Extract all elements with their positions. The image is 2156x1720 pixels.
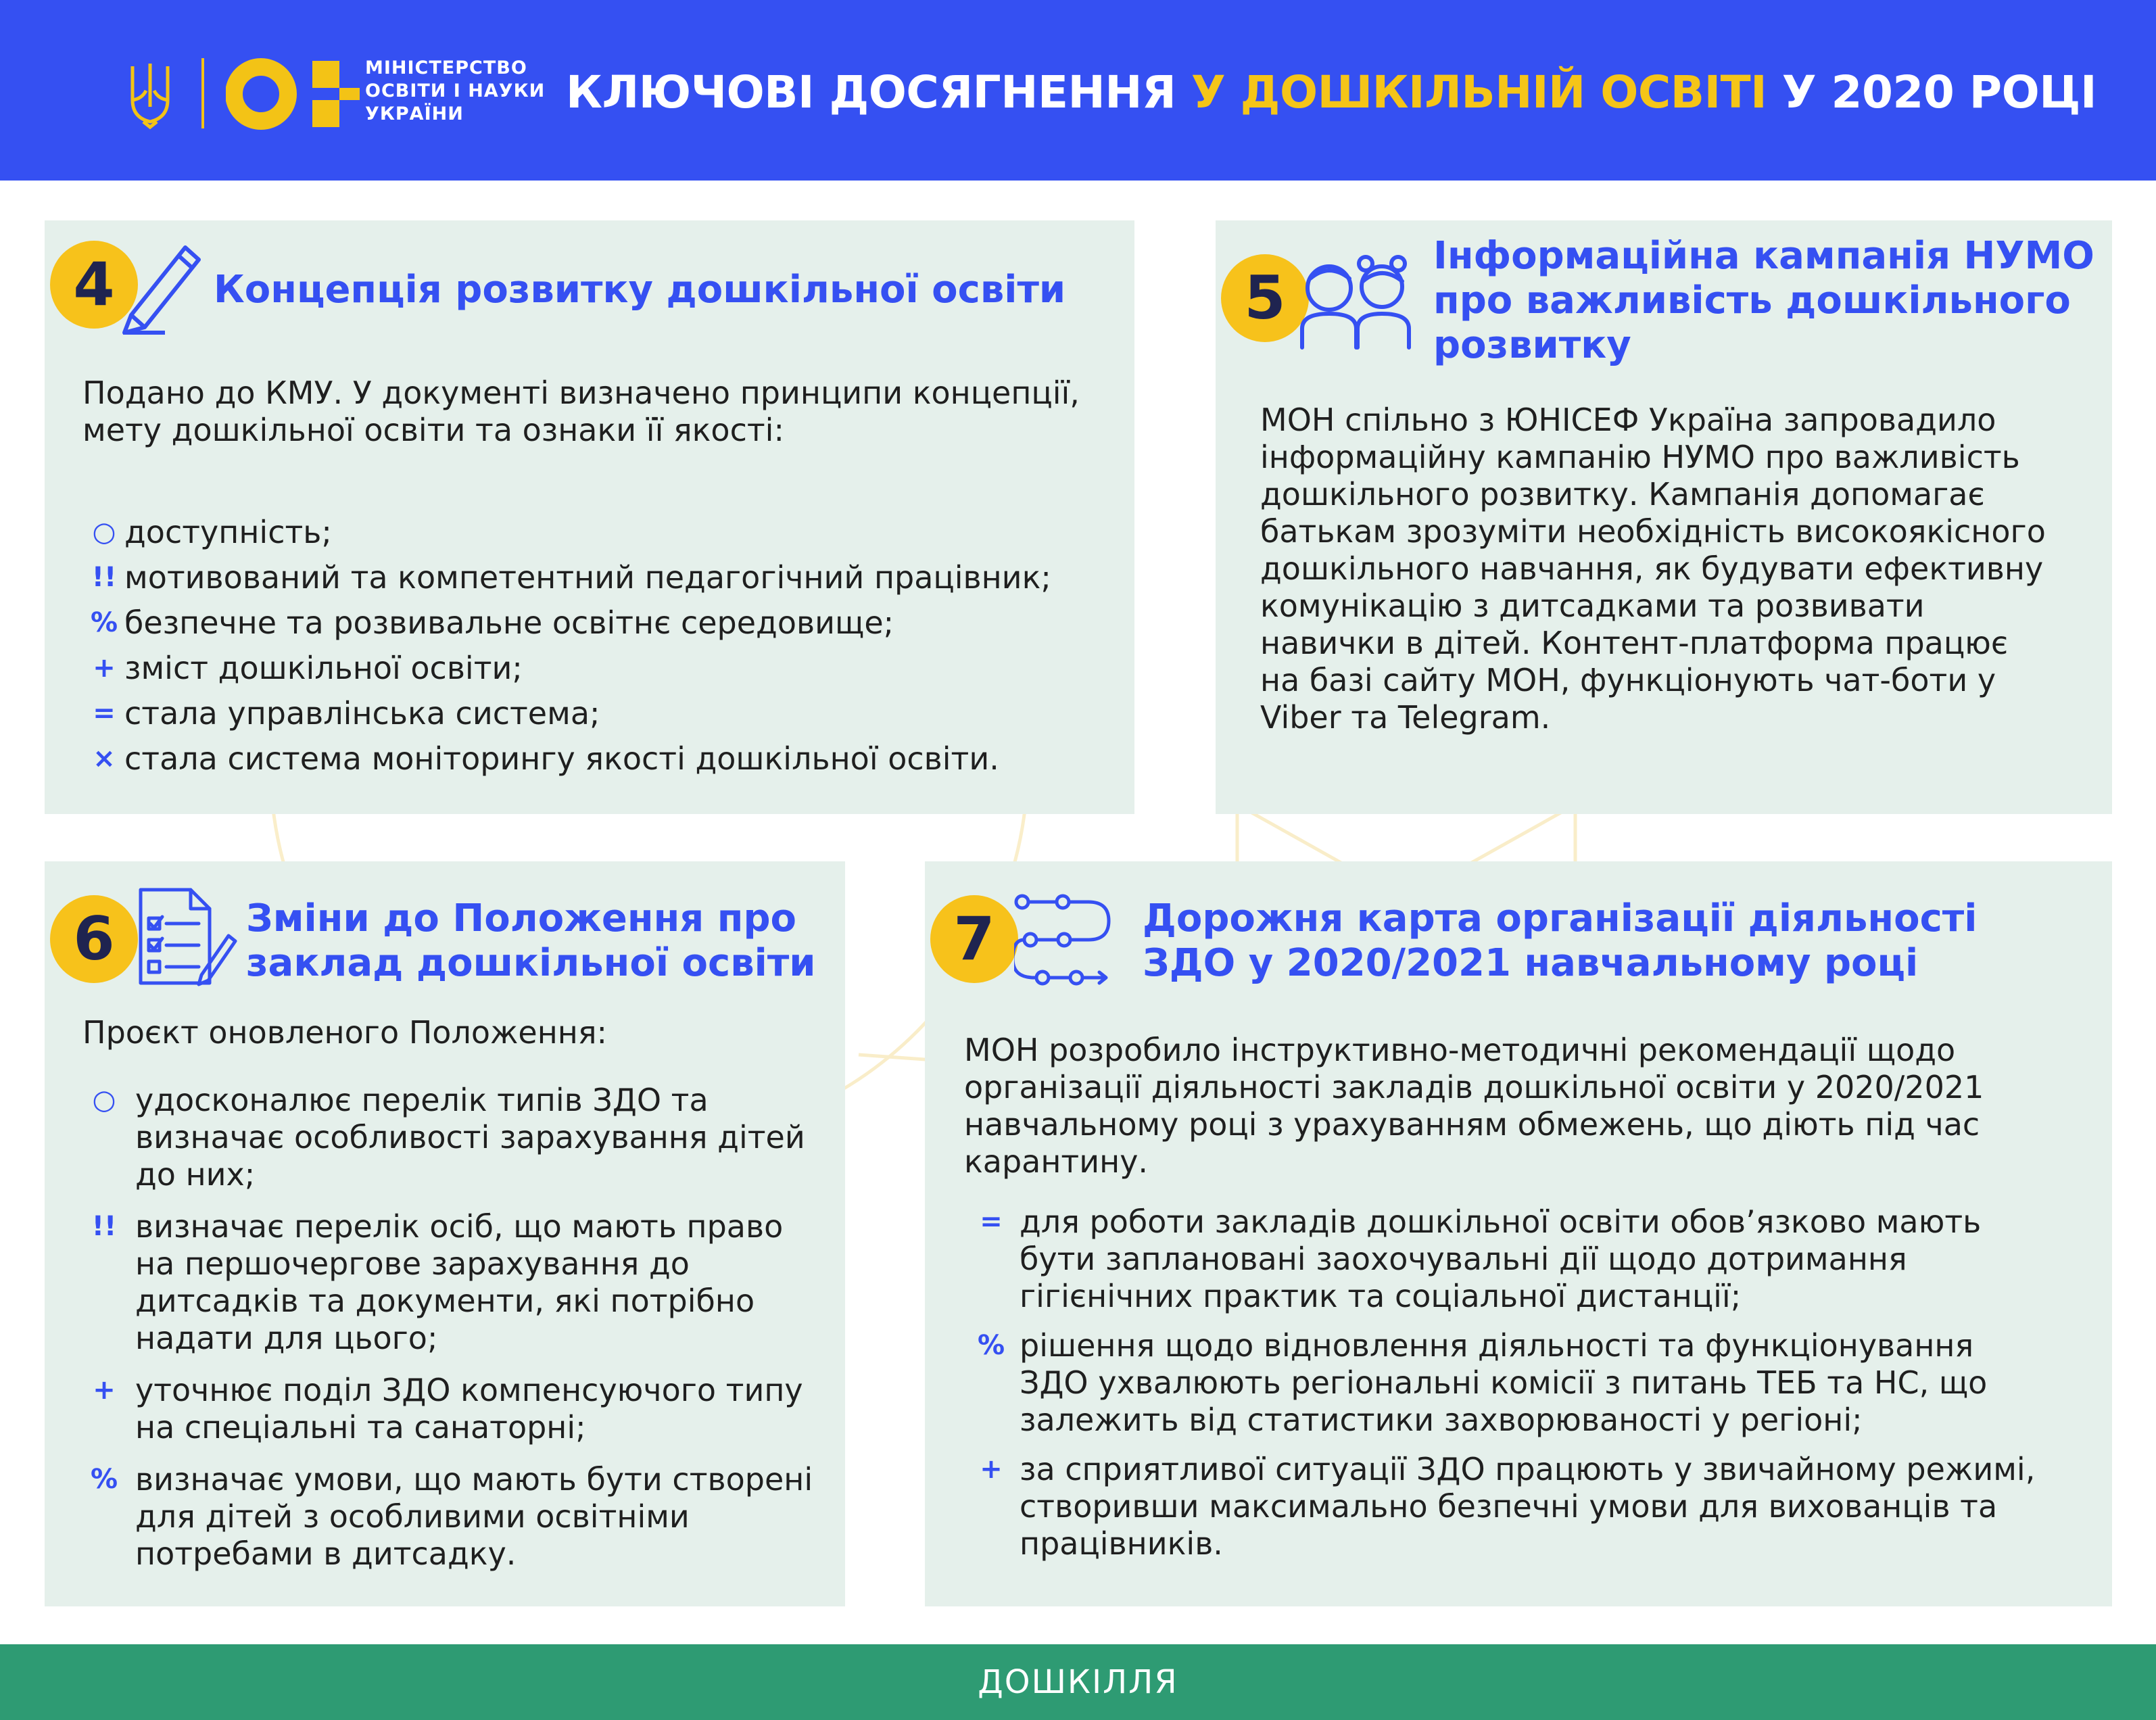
list-item-line: ЗДО ухвалюють регіональні комісії з питань ТЕБ та НС, що [1020,1364,1988,1401]
list-item-text: стала система моніторингу якості дошкільної освіти. [124,740,999,777]
footer-bar [0,1644,2156,1720]
body-line: на базі сайту МОН, функціонують чат-боти у [1260,662,1996,698]
list-item [89,510,1051,555]
list-item [89,555,1051,600]
list-item-line: рішення щодо відновлення діяльності та функціонування [1020,1327,1974,1364]
list-item-line: на спеціальні та санаторні; [135,1409,586,1446]
card-title: Концепція розвитку дошкільної освіти [214,268,1066,312]
bullet-plus-icon: + [93,652,116,684]
body-line: інформаційну кампанію НУМО про важливість [1260,439,2020,475]
card-title [246,897,816,986]
intro-line: Подано до КМУ. У документі визначено принципи концепції, [82,375,1080,411]
intro-line: МОН розробило інструктивно-методичні рекомендації щодо [964,1032,1956,1068]
title-part: КЛЮЧОВІ ДОСЯГНЕННЯ [566,66,1191,118]
list-item [89,1082,813,1193]
list-item-line: визначає особливості зарахування дітей [135,1119,805,1155]
intro-line: мету дошкільної освіти та ознаки її якості: [82,412,784,448]
card-number-badge: 6 [50,895,138,983]
bullet-plus-icon: + [93,1375,116,1406]
list-item [976,1451,2035,1562]
list-item [89,1372,813,1446]
card-title [1433,234,2094,368]
card-number-badge: 5 [1221,254,1309,342]
card-concept [45,220,1134,814]
ministry-logo-icon [226,57,364,131]
logo-divider [201,58,204,128]
body-line: Viber та Telegram. [1260,699,1551,736]
list-item [89,691,1051,736]
list-item-line: залежить від статистики захворюваності у регіоні; [1020,1402,1863,1438]
ministry-name-line: УКРАЇНИ [365,103,464,124]
list-item-text [1020,1327,2035,1439]
list-item-text: стала управлінська система; [124,695,600,732]
list-item [976,1327,2035,1439]
pencil-icon [118,234,206,335]
list-item-text [1020,1451,2035,1562]
criteria-list [89,510,1051,782]
list-item [89,1208,813,1357]
recommendations-list [976,1203,2035,1562]
list-item-line: дитсадків та документи, які потрібно [135,1283,755,1319]
list-item-line: надати для цього; [135,1320,438,1356]
trident-icon [127,59,173,130]
bullet-times-icon: × [93,743,116,774]
list-item-line: потребами в дитсадку. [135,1535,517,1572]
list-item-line: за сприятливої ситуації ЗДО працюють у звичайному режимі, [1020,1451,2036,1487]
list-item [89,646,1051,691]
list-item-line: працівників. [1020,1525,1223,1562]
list-item-line: визначає умови, що мають бути створені [135,1461,813,1498]
list-item-line: уточнює поділ ЗДО компенсуючого типу [135,1372,803,1408]
page-title [566,66,2097,118]
card-title-line: про важливість дошкільного [1433,279,2071,322]
body-line: МОН спільно з ЮНІСЕФ Україна запровадило [1260,402,1996,438]
card-title-line: Зміни до Положення про [246,897,796,940]
header-bar [0,0,2156,181]
bullet-plus-icon: + [980,1454,1003,1485]
changes-list [89,1082,813,1573]
list-item-text: мотивований та компетентний педагогічний працівник; [124,559,1051,596]
bullet-circle-icon: ○ [92,517,116,548]
list-item-line: на першочергове зарахування до [135,1245,690,1282]
card-intro [964,1032,1984,1180]
body-line: батькам зрозуміти необхідність високоякісного [1260,513,2046,550]
bullet-percent-icon: % [90,1464,118,1495]
intro-line: навчальному році з урахуванням обмежень, що діють під час [964,1106,1980,1143]
list-item-text [135,1372,813,1446]
card-title-line: ЗДО у 2020/2021 навчальному році [1143,941,1919,985]
bullet-equals-icon: = [93,698,116,729]
card-title-line: Дорожня карта організації діяльності [1143,897,1978,940]
list-item [89,1461,813,1573]
card-title [1143,897,1977,986]
ministry-name-line: ОСВІТИ І НАУКИ [365,80,546,101]
list-item-line: бути заплановані заохочувальні дії щодо дотримання [1020,1241,1907,1277]
footer-label: ДОШКІЛЛЯ [978,1663,1178,1701]
card-number-badge: 4 [50,241,138,329]
list-item-text: зміст дошкільної освіти; [124,650,523,686]
card-title-line: заклад дошкільної освіти [246,941,816,985]
intro-line: організації діяльності закладів дошкільної освіти у 2020/2021 [964,1069,1984,1105]
list-item-line: визначає перелік осіб, що мають право [135,1208,784,1245]
list-item [89,736,1051,782]
intro-line: карантину. [964,1143,1149,1180]
children-icon [1295,249,1417,350]
list-item-line: удосконалює перелік типів ЗДО та [135,1082,709,1118]
card-regulation [45,861,845,1606]
document-checklist-icon [137,886,238,987]
card-roadmap [925,861,2112,1606]
body-line: комунікацію з дитсадками та розвивати [1260,588,1925,624]
body-line: дошкільного навчання, як будувати ефективну [1260,550,2044,587]
list-item [89,600,1051,646]
list-item [976,1203,2035,1315]
list-item-text [135,1082,813,1193]
list-item-line: до них; [135,1156,256,1193]
card-title-line: розвитку [1433,323,1631,367]
list-item-text [135,1461,813,1573]
roadmap-icon [1014,894,1116,995]
bullet-exclamation-icon: !! [91,1211,117,1242]
title-highlight: У ДОШКІЛЬНІЙ ОСВІТІ [1191,66,1767,118]
title-part: У 2020 РОЦІ [1767,66,2097,118]
body-line: навички в дітей. Контент-платформа працює [1260,625,2009,661]
card-intro [82,375,1080,449]
card-title-line: Інформаційна кампанія НУМО [1433,234,2094,278]
list-item-text: безпечне та розвивальне освітнє середовище; [124,604,894,641]
bullet-equals-icon: = [980,1206,1003,1237]
bullet-percent-icon: % [977,1330,1005,1361]
list-item-text [135,1208,813,1357]
list-item-line: гігієнічних практик та соціальної дистанції; [1020,1278,1742,1314]
bullet-circle-icon: ○ [92,1084,116,1116]
list-item-text [1020,1203,2035,1315]
card-number-badge: 7 [930,895,1018,983]
card-campaign [1216,220,2112,814]
card-intro: Проєкт оновленого Положення: [82,1014,608,1051]
ministry-name [365,57,545,126]
bullet-exclamation-icon: !! [91,562,117,593]
bullet-percent-icon: % [90,607,118,638]
list-item-line: для дітей з особливими освітніми [135,1498,690,1535]
list-item-text: доступність; [124,514,332,550]
ministry-name-line: МІНІСТЕРСТВО [365,57,527,78]
card-body [1260,402,2046,736]
list-item-line: створивши максимально безпечні умови для вихованців та [1020,1488,1998,1525]
body-line: дошкільного розвитку. Кампанія допомагає [1260,476,1985,512]
list-item-line: для роботи закладів дошкільної освіти обов’язково мають [1020,1203,1982,1240]
